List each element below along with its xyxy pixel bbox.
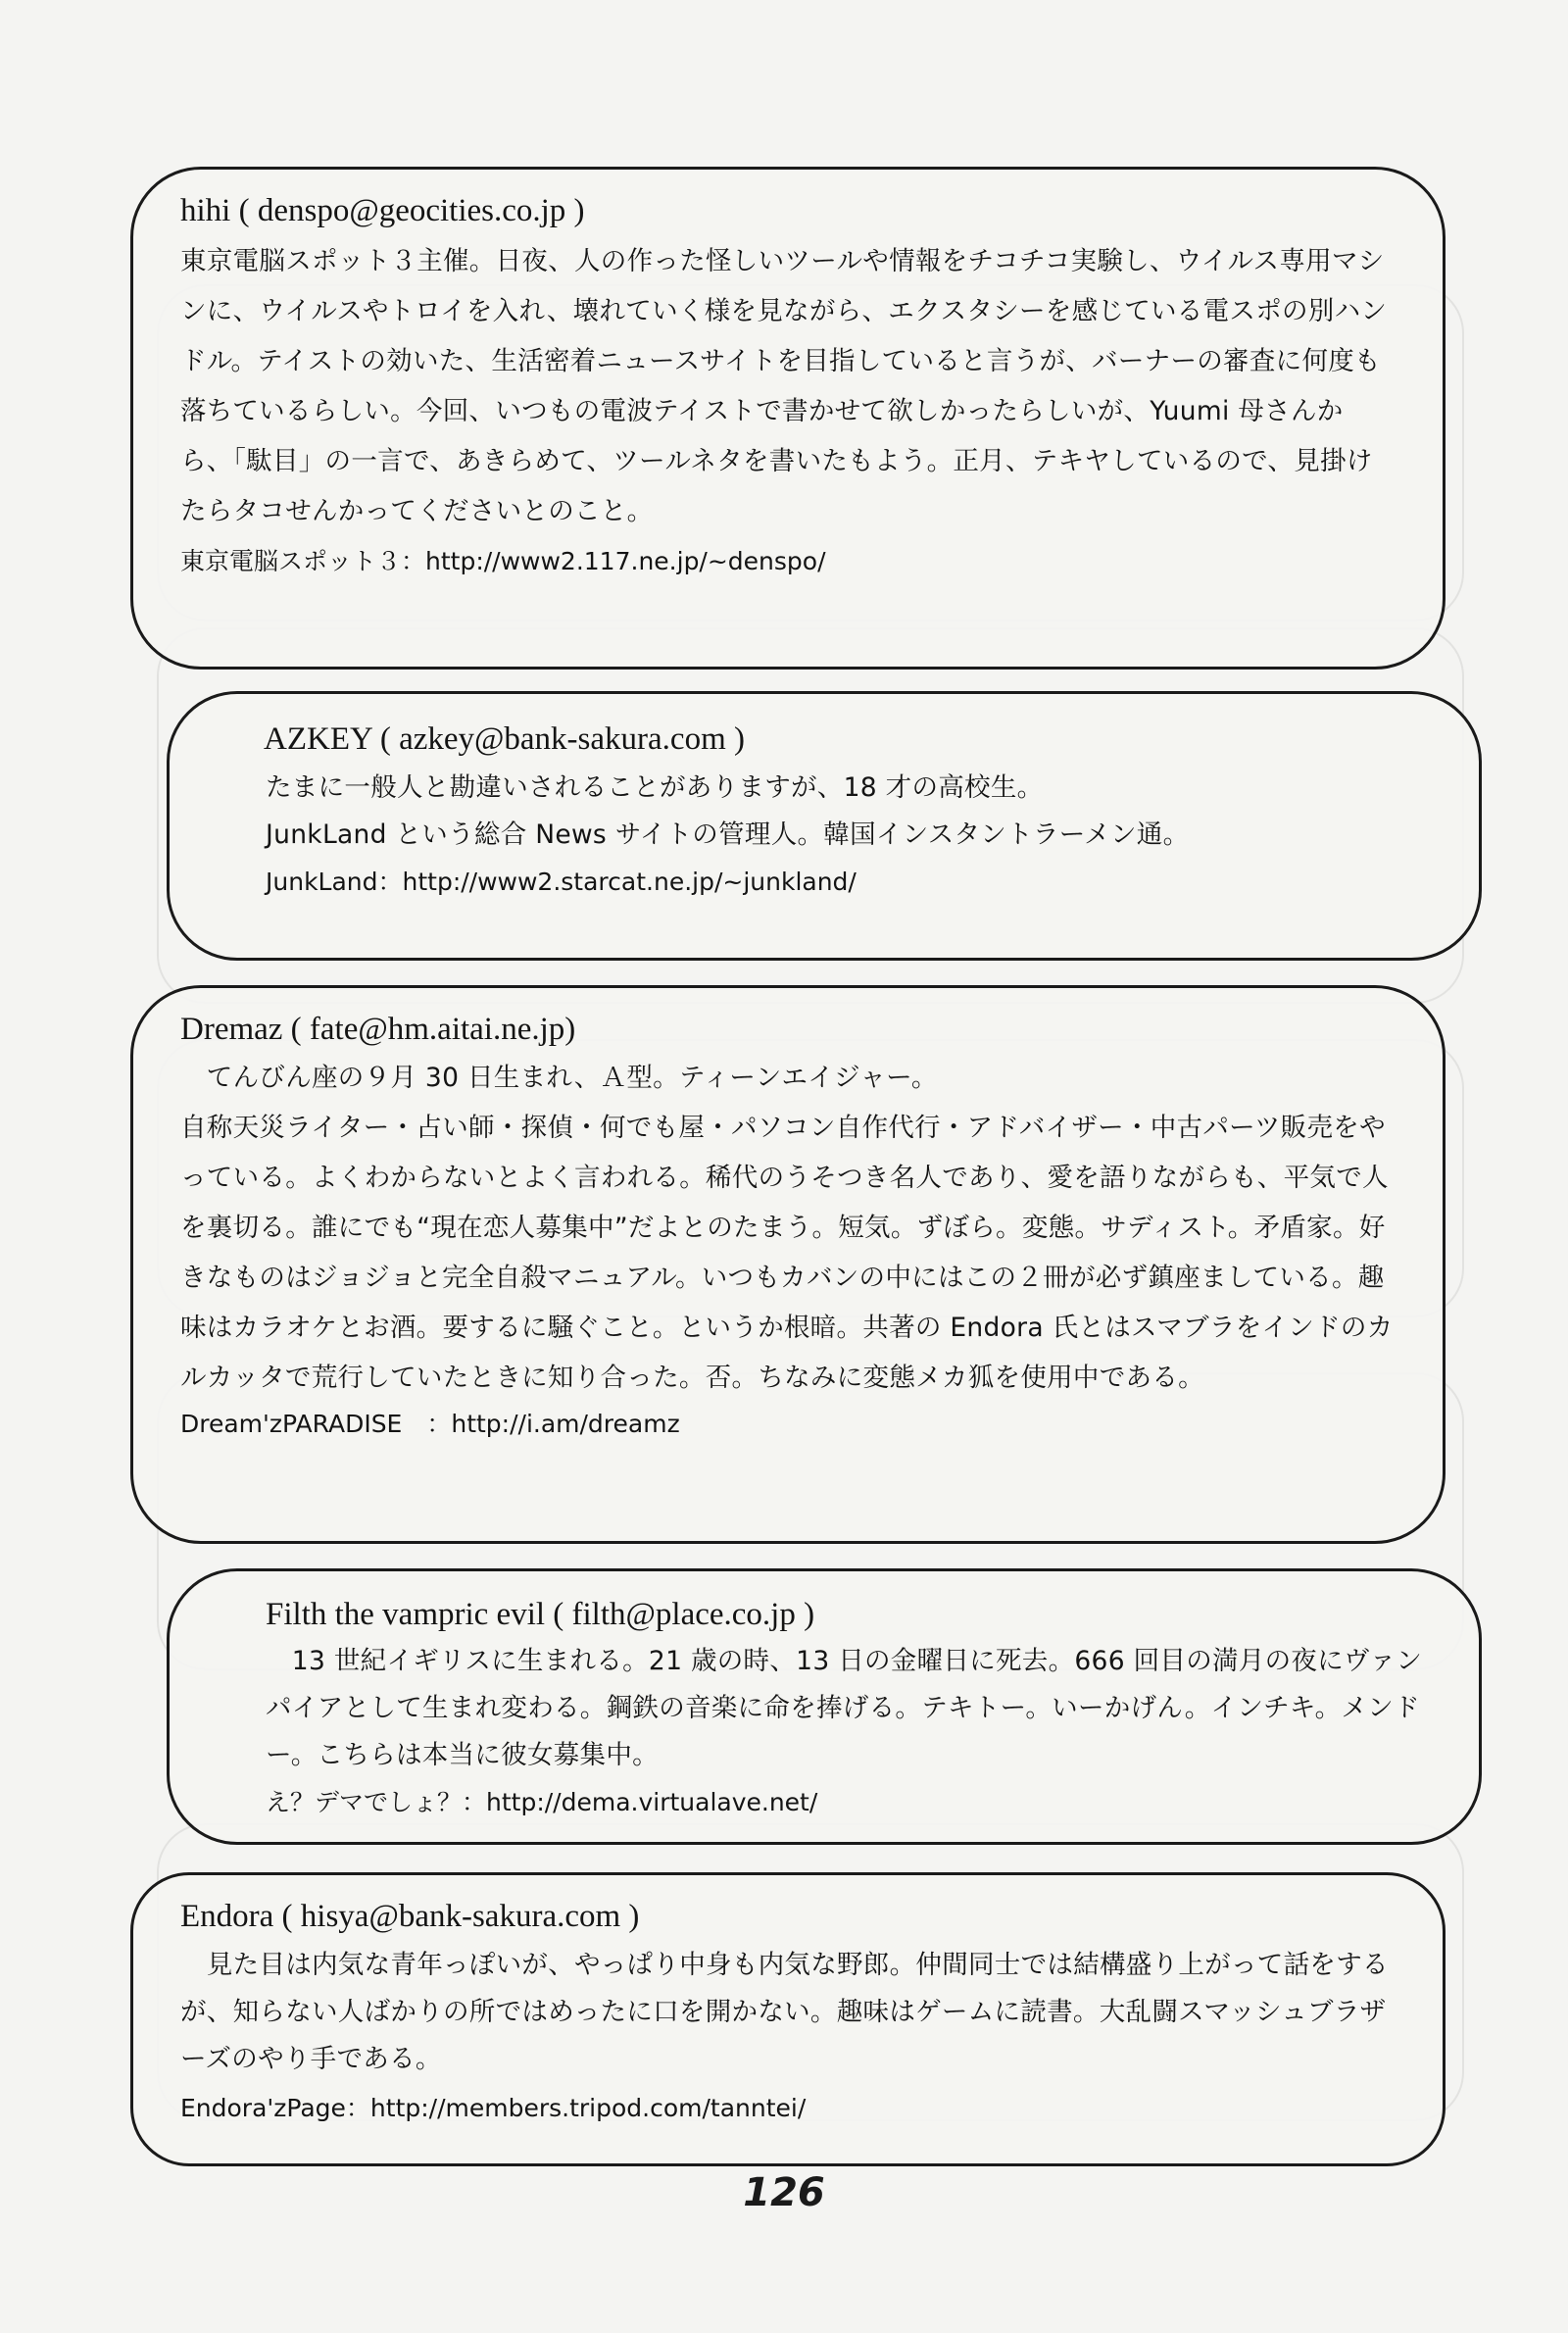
profile-header: Dremaz ( fate@hm.aitai.ne.jp) <box>180 1012 576 1047</box>
profile-description: 自称天災ライター・占い師・探偵・何でも屋・パソコン自作代行・アドバイザー・中古パーツ販売をやっている。よくわからないとよく言われる。稀代のうそつき名人であり、愛を語りながらも、平気で人を裏切る。誰にでも“現在恋人募集中”だよとのたまう。短気。ずぼら。変態。サディスト。矛盾家。好きなものはジョジョと完全自殺マニュアル。いつもカバンの中にはこの２冊が必ず鎮座ましている。趣味はカラオケとお酒。要するに騒ぐこと。というか根暗。共著の Endora 氏とはスマブラをインドのカルカッタで荒行していたときに知り合った。否。ちなみに変態メカ狐を使用中である。 <box>180 1113 1394 1393</box>
profile-box-dremaz <box>130 985 1446 1544</box>
profile-header: hihi ( denspo@geocities.co.jp ) <box>180 193 585 228</box>
profile-box-azkey <box>167 691 1482 961</box>
profile-site-link[interactable]: え？デマでしょ？：http://dema.virtualave.net/ <box>266 1788 818 1816</box>
profile-header: Endora ( hisya@bank-sakura.com ) <box>180 1899 640 1934</box>
profile-description: 東京電脳スポット３主催。日夜、人の作った怪しいツールや情報をチコチコ実験し、ウイルス専用マシンに、ウイルスやトロイを入れ、壊れていく様を見ながら、エクスタシーを感じている電スポの別ハンドル。テイストの効いた、生活密着ニュースサイトを目指していると言うが、バーナーの審査に何度も落ちているらしい。今回、いつもの電波テイストで書かせて欲しかったらしいが、Yuumi 母さんから、「駄目」の一言で、あきらめて、ツールネタを書いたもよう。正月、テキヤしているので、見掛けたらタコせんかってくださいとのこと。 <box>180 246 1388 526</box>
profile-box-filth <box>167 1568 1482 1845</box>
profile-description: たまに一般人と勘違いされることがありますが、18 才の高校生。 <box>266 772 1044 803</box>
profile-box-hihi <box>130 167 1446 670</box>
profile-site-link[interactable]: 東京電脳スポット３：http://www2.117.ne.jp/~denspo/ <box>180 547 826 575</box>
profile-site-link[interactable]: Dream'zPARADISE ：http://i.am/dreamz <box>180 1410 680 1438</box>
page-number: 126 <box>743 2170 825 2215</box>
profile-description: JunkLand という総合 News サイトの管理人。韓国インスタントラーメン通。 <box>266 819 1190 850</box>
profile-site-link[interactable]: Endora'zPage：http://members.tripod.com/tanntei/ <box>180 2094 807 2122</box>
profile-description: てんびん座の９月 30 日生まれ、Ａ型。ティーンエイジャー。 <box>180 1063 938 1093</box>
profile-header: Filth the vampric evil ( filth@place.co.jp ) <box>266 1597 815 1632</box>
profile-description: 見た目は内気な青年っぽいが、やっぱり中身も内気な野郎。仲間同士では結構盛り上がって話をするが、知らない人ばかりの所ではめったに口を開かない。趣味はゲームに読書。大乱闘スマッシュブラザーズのやり手である。 <box>180 1950 1389 2074</box>
profile-site-link[interactable]: JunkLand：http://www2.starcat.ne.jp/~junkland/ <box>266 868 857 896</box>
profile-description: 13 世紀イギリスに生まれる。21 歳の時、13 日の金曜日に死去。666 回目の満月の夜にヴァンパイアとして生まれ変わる。鋼鉄の音楽に命を捧げる。テキトー。いーかげん。インチキ。メンドー。こちらは本当に彼女募集中。 <box>266 1646 1423 1770</box>
profile-box-endora <box>130 1872 1446 2166</box>
profile-header: AZKEY ( azkey@bank-sakura.com ) <box>264 721 745 757</box>
